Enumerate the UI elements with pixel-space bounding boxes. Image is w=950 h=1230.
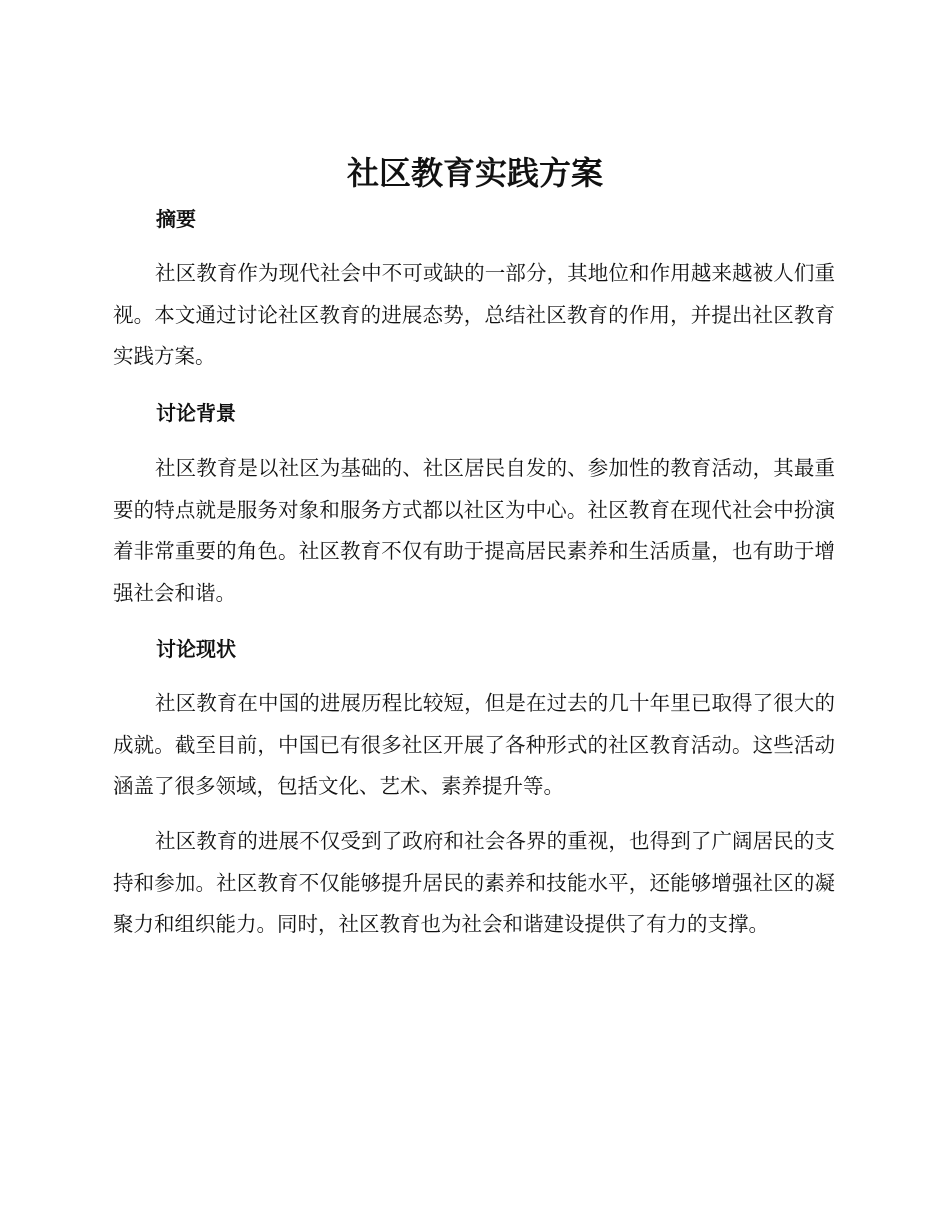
status-paragraph-2: 社区教育的进展不仅受到了政府和社会各界的重视，也得到了广阔居民的支持和参加。社区教育不仅能够提升居民的素养和技能水平，还能够增强社区的凝聚力和组织能力。同时，社区教育也为社会和谐建设提供了有力的支撑。	[113, 829, 835, 936]
section-heading-status: 讨论现状	[156, 637, 236, 661]
abstract-paragraph: 社区教育作为现代社会中不可或缺的一部分，其地位和作用越来越被人们重视。本文通过讨论社区教育的进展态势，总结社区教育的作用，并提出社区教育实践方案。	[113, 261, 835, 368]
background-paragraph: 社区教育是以社区为基础的、社区居民自发的、参加性的教育活动，其最重要的特点就是服务对象和服务方式都以社区为中心。社区教育在现代社会中扮演着非常重要的角色。社区教育不仅有助于提高居民素养和生活质量，也有助于增强社会和谐。	[113, 456, 835, 605]
section-heading-abstract: 摘要	[156, 207, 196, 231]
status-paragraph-1: 社区教育在中国的进展历程比较短，但是在过去的几十年里已取得了很大的成就。截至目前，中国已有很多社区开展了各种形式的社区教育活动。这些活动涵盖了很多领域，包括文化、艺术、素养提升等。	[113, 691, 835, 798]
section-heading-background: 讨论背景	[156, 401, 236, 425]
document-title: 社区教育实践方案	[346, 154, 603, 192]
